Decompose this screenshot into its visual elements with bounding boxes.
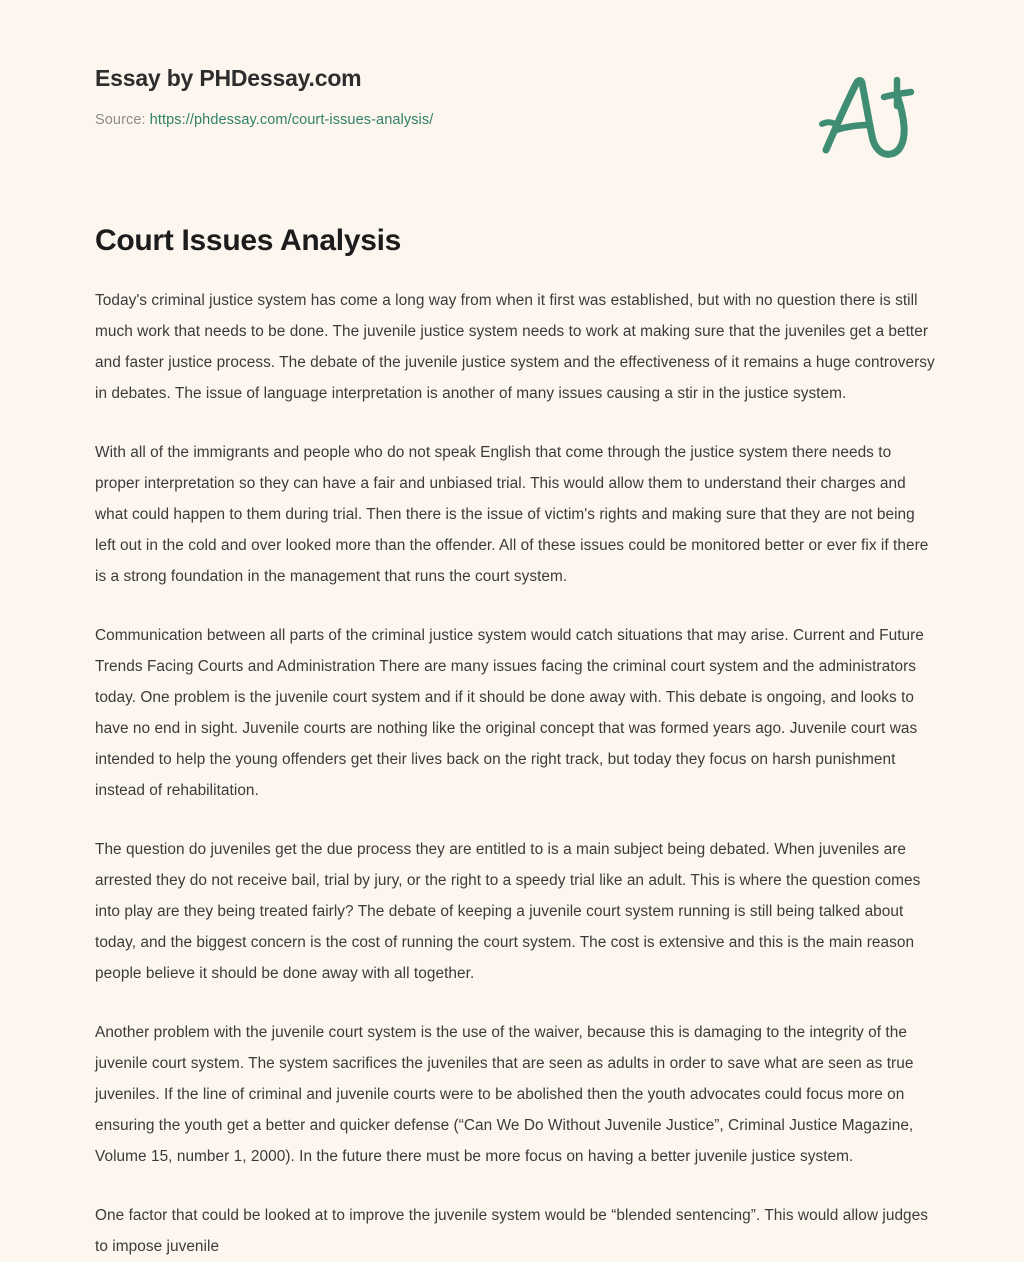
paragraph: Today's criminal justice system has come a long way from when it first was established, but with no question there is still much work that needs to be done. The juvenile justice system needs to work at making sure that the juveniles get a better and faster justice process. The debate of the juvenile justice system and the effectiveness of it remains a huge controversy in debates. The issue of language interpretation is another of many issues causing a stir in the justice system. xyxy=(95,292,935,402)
source-label: Source: xyxy=(95,112,146,128)
paragraph: Communication between all parts of the criminal justice system would catch situations that may arise. Current and Future Trends Facing Courts and Administration There are many issues facing the criminal court system and the administrators today. One problem is the juvenile court system and if it should be done away with. This debate is ongoing, and looks to have no end in sight. Juvenile courts are nothing like the original concept that was formed years ago. Juvenile court was intended to help the young offenders get their lives back on the right track, but today they focus on harsh punishment instead of rehabilitation. xyxy=(95,627,924,799)
source-url-link[interactable]: https://phdessay.com/court-issues-analysis/ xyxy=(149,112,434,128)
paragraph: Another problem with the juvenile court system is the use of the waiver, because this is damaging to the integrity of the juvenile court system. The system sacrifices the juveniles that are seen as adults in order to save what are seen as true juveniles. If the line of criminal and juvenile courts were to be abolished then the youth advocates could focus more on ensuring the youth get a better and quicker defense (“Can We Do Without Juvenile Justice”, Criminal Justice Magazine, Volume 15, number 1, 2000). In the future there must be more focus on having a better juvenile justice system. xyxy=(95,1024,914,1165)
paragraph: The question do juveniles get the due process they are entitled to is a main subject being debated. When juveniles are arrested they do not receive bail, trial by jury, or the right to a speedy trial like an adult. This is where the question comes into play are they being treated fairly? The debate of keeping a juvenile court system running is still being talked about today, and the biggest concern is the cost of running the court system. The cost is extensive and this is the main reason people believe it should be done away with all together. xyxy=(95,841,921,982)
essay-body xyxy=(95,285,938,1262)
a-plus-grade-logo-icon xyxy=(812,66,922,166)
brand-title: Essay by PHDessay.com xyxy=(95,65,362,91)
paragraph: One factor that could be looked at to improve the juvenile system would be “blended sentencing”. This would allow judges to impose juvenile xyxy=(95,1207,929,1255)
page-title: Court Issues Analysis xyxy=(95,224,402,257)
paragraph: With all of the immigrants and people who do not speak English that come through the justice system there needs to proper interpretation so they can have a fair and unbiased trial. This would allow them to understand their charges and what could happen to them during trial. Then there is the issue of victim's rights and making sure that they are not being left out in the cold and over looked more than the offender. All of these issues could be monitored better or ever fix if there is a strong foundation in the management that runs the court system. xyxy=(95,444,929,585)
